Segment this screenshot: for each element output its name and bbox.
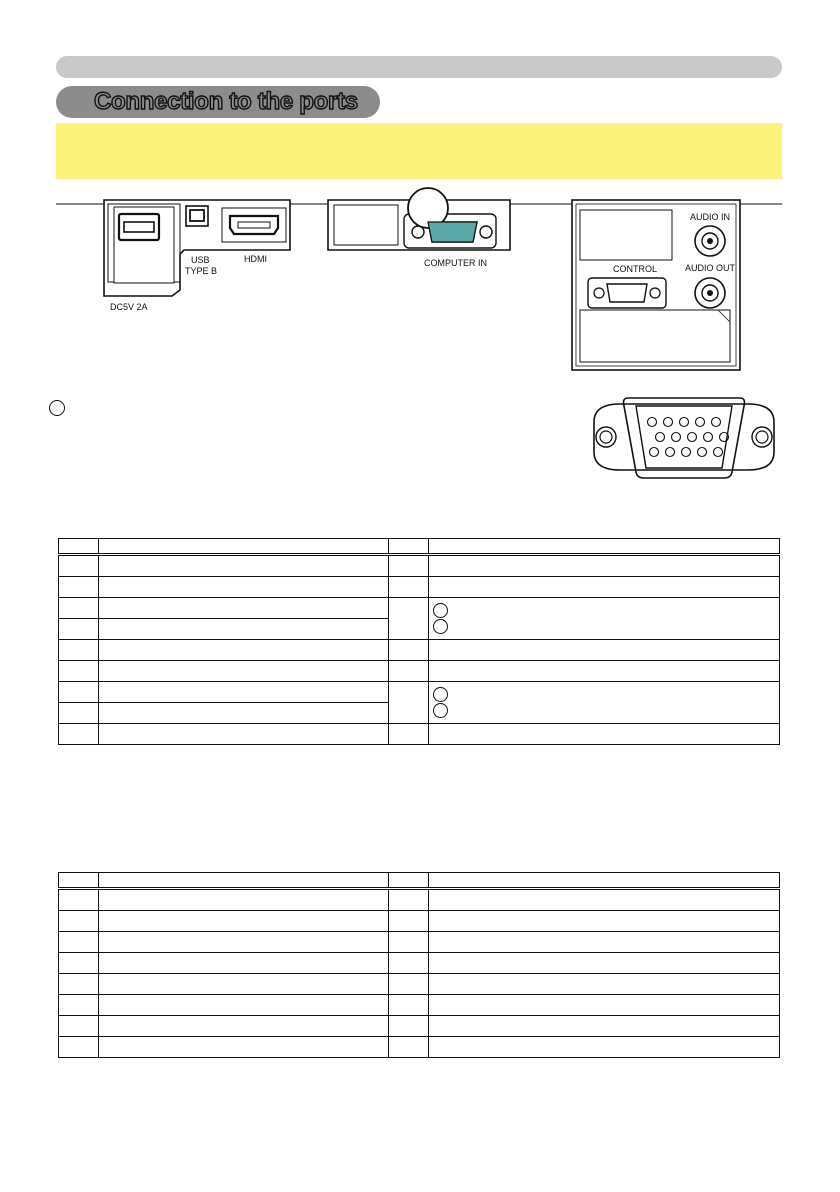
port-reference-circle [49,400,65,416]
left-port-block [104,200,290,312]
pin-assignment-table-1 [58,538,780,745]
usb-b-label-line1: USB [191,255,210,265]
circle-marker [433,687,448,702]
table-row [59,932,780,953]
table-row [59,1037,780,1058]
table-row [59,995,780,1016]
dsub15-pinout-diagram [584,394,784,480]
audio-out-label: AUDIO OUT [685,263,736,273]
table-row [59,974,780,995]
circle-marker [433,603,448,618]
table-row [59,911,780,932]
right-port-block [572,200,740,370]
table-row [59,953,780,974]
table-header-row [59,873,780,889]
table-row [59,640,780,661]
hdmi-label: HDMI [244,254,267,264]
usb-a-port [114,207,174,283]
table-row [59,661,780,682]
control-label: CONTROL [613,264,658,274]
computer-in-label: COMPUTER IN [424,258,487,268]
dc5v-label: DC5V 2A [110,302,148,312]
usb-b-label-line2: TYPE B [185,266,218,276]
control-port [588,278,666,308]
table-row [59,577,780,598]
audio-in-label: AUDIO IN [690,212,731,222]
table-row [59,889,780,911]
table-header-row [59,539,780,555]
rear-panel-diagram [0,0,840,380]
table-row [59,555,780,577]
section-title: Connection to the ports [94,88,358,115]
circle-marker [433,619,448,634]
table-row [59,682,780,703]
table-row [59,724,780,745]
table-row [59,1016,780,1037]
middle-port-block [328,188,510,268]
circle-marker [433,703,448,718]
table-row [59,598,780,619]
pin-assignment-table-2 [58,872,780,1058]
